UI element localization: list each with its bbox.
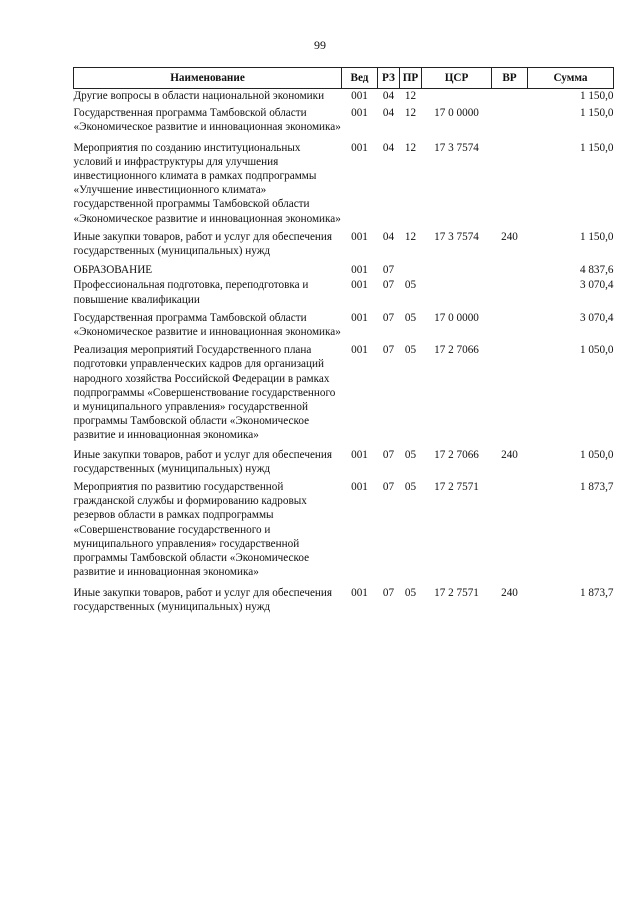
cell-name: ОБРАЗОВАНИЕ	[73, 264, 153, 277]
cell-rz: 07	[382, 279, 395, 292]
cell-sum: 4 837,6	[579, 264, 614, 277]
cell-csr: 17 0 0000	[434, 107, 479, 120]
table-row	[74, 263, 614, 277]
cell-ved: 001	[351, 230, 368, 243]
cell-rz: 04	[382, 107, 395, 120]
cell-ved: 001	[351, 107, 368, 120]
cell-ved: 001	[351, 90, 368, 102]
cell-sum: 1 873,7	[579, 481, 614, 494]
cell-csr: 17 2 7571	[434, 481, 479, 494]
cell-pr: 12	[404, 107, 417, 120]
cell-vr	[492, 343, 528, 442]
cell-name: Другие вопросы в области национальной экономики	[73, 90, 325, 102]
cell-csr	[422, 263, 492, 277]
cell-ved: 001	[351, 448, 368, 461]
cell-pr: 05	[404, 586, 417, 599]
header-ved: Вед	[342, 68, 378, 89]
cell-pr: 05	[404, 311, 417, 324]
cell-csr	[422, 89, 492, 104]
cell-vr	[492, 278, 528, 306]
header-vr: ВР	[492, 68, 528, 89]
cell-vr	[492, 141, 528, 226]
cell-csr: 17 2 7066	[434, 344, 479, 357]
cell-rz: 07	[382, 264, 395, 277]
cell-sum: 1 150,0	[579, 107, 614, 120]
header-rz: РЗ	[378, 68, 400, 89]
cell-sum: 3 070,4	[579, 279, 614, 292]
cell-ved: 001	[351, 311, 368, 324]
cell-sum: 1 150,0	[579, 90, 614, 102]
cell-vr	[492, 311, 528, 339]
cell-vr: 240	[501, 230, 518, 243]
cell-ved: 001	[351, 586, 368, 599]
cell-rz: 04	[382, 141, 395, 154]
cell-name: Мероприятия по созданию институциональных условий и инфраструктуры для улучшения инвестиционного климата в рамках подпрограммы «Улучшение инвестиционного климата» государственной программы Тамбовской области «Экономическое развитие и инновационная экономика»	[73, 141, 341, 225]
header-sum: Сумма	[528, 68, 614, 89]
table-row	[74, 448, 614, 476]
cell-ved: 001	[351, 279, 368, 292]
cell-sum: 1 050,0	[579, 344, 614, 357]
cell-sum: 3 070,4	[579, 311, 614, 324]
cell-csr: 17 0 0000	[434, 311, 479, 324]
cell-csr: 17 2 7571	[434, 586, 479, 599]
cell-ved: 001	[351, 141, 368, 154]
cell-rz: 04	[382, 230, 395, 243]
page-number: 99	[314, 38, 326, 52]
cell-rz: 07	[382, 586, 395, 599]
cell-rz: 07	[382, 344, 395, 357]
cell-sum: 1 150,0	[579, 141, 614, 154]
cell-pr: 05	[404, 344, 417, 357]
cell-vr	[492, 106, 528, 134]
cell-sum: 1 150,0	[579, 230, 614, 243]
cell-vr	[492, 263, 528, 277]
cell-vr	[492, 89, 528, 104]
table-row	[74, 586, 614, 614]
cell-csr: 17 3 7574	[434, 230, 479, 243]
cell-rz: 04	[382, 90, 395, 102]
table-header-row	[74, 68, 614, 89]
cell-name: Государственная программа Тамбовской области «Экономическое развитие и инновационная экономика»	[73, 311, 341, 339]
cell-name: Иные закупки товаров, работ и услуг для обеспечения государственных (муниципальных) нужд	[73, 586, 333, 613]
table-row	[74, 343, 614, 442]
cell-name: Иные закупки товаров, работ и услуг для обеспечения государственных (муниципальных) нужд	[73, 448, 333, 475]
table-row	[74, 141, 614, 226]
cell-sum: 1 873,7	[579, 586, 614, 599]
cell-name: Реализация мероприятий Государственного плана подготовки управленческих кадров для организаций народного хозяйства Российской Федерации в рамках подпрограммы «Совершенствование государственного и муниципального управления» государственной программы Тамбовской области «Экономическое развитие и инновационная экономика»	[73, 344, 336, 442]
cell-pr: 05	[404, 448, 417, 461]
header-pr: ПР	[400, 68, 422, 89]
cell-csr: 17 2 7066	[434, 448, 479, 461]
cell-name: Иные закупки товаров, работ и услуг для обеспечения государственных (муниципальных) нужд	[73, 230, 333, 258]
cell-pr: 12	[404, 90, 417, 102]
cell-vr: 240	[501, 448, 518, 461]
cell-sum: 1 050,0	[579, 448, 614, 461]
table-row	[74, 311, 614, 339]
header-name: Наименование	[74, 68, 342, 89]
cell-vr	[492, 480, 528, 579]
cell-vr: 240	[501, 586, 518, 599]
cell-name: Профессиональная подготовка, переподготовка и повышение квалификации	[73, 279, 309, 306]
cell-pr	[400, 263, 422, 277]
table-row	[74, 106, 614, 134]
cell-name: Мероприятия по развитию государственной гражданской службы и формированию кадровых резервов области в рамках подпрограммы «Совершенствование государственного и муниципального управления» государственной программы Тамбовской области «Экономическое развитие и инновационная экономика»	[73, 481, 310, 579]
cell-ved: 001	[351, 264, 368, 277]
cell-csr	[422, 278, 492, 306]
cell-ved: 001	[351, 344, 368, 357]
cell-rz: 07	[382, 311, 395, 324]
header-csr: ЦСР	[422, 68, 492, 89]
table-row	[74, 89, 614, 104]
budget-table	[73, 67, 614, 614]
cell-rz: 07	[382, 481, 395, 494]
cell-name: Государственная программа Тамбовской области «Экономическое развитие и инновационная экономика»	[73, 107, 341, 134]
table-row	[74, 278, 614, 306]
cell-pr: 05	[404, 481, 417, 494]
cell-csr: 17 3 7574	[434, 141, 479, 154]
table-row	[74, 480, 614, 579]
cell-pr: 12	[404, 141, 417, 154]
cell-ved: 001	[351, 481, 368, 494]
cell-rz: 07	[382, 448, 395, 461]
cell-pr: 05	[404, 279, 417, 292]
cell-pr: 12	[404, 230, 417, 243]
table-row	[74, 230, 614, 258]
